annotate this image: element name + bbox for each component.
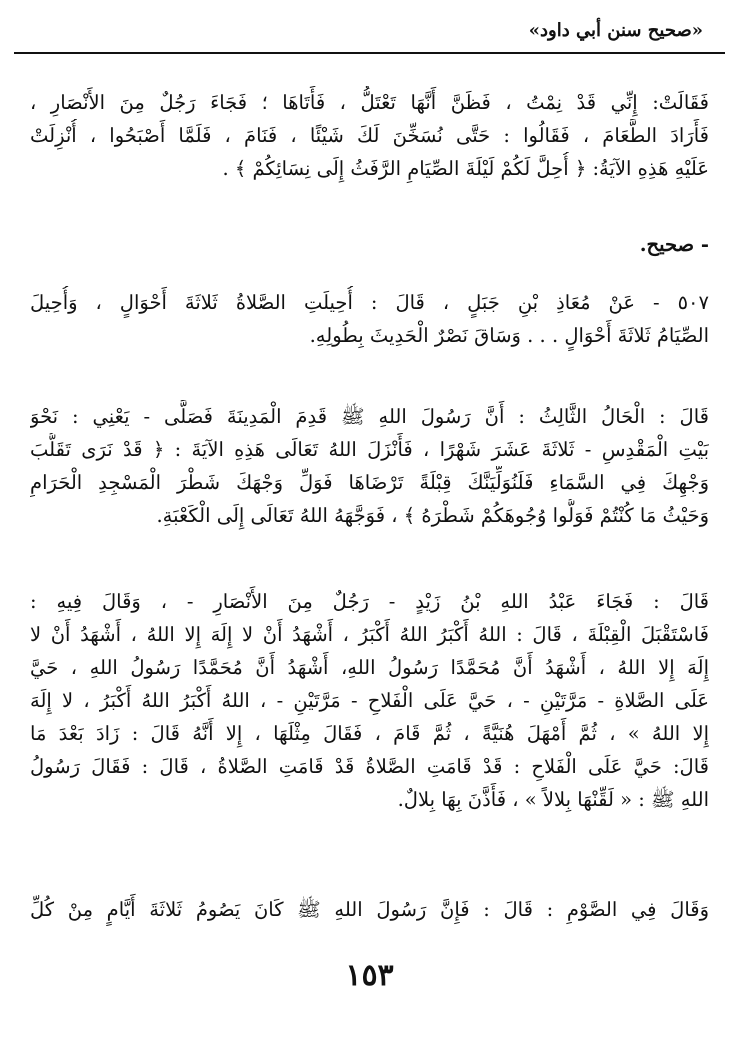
header-rule bbox=[14, 52, 725, 54]
text-line: إِلَهَ إِلا اللهُ ، أَشْهَدُ أَنَّ مُحَمَّدًا رَسُولُ اللهِ، أَشْهَدُ أَنَّ مُحَمَّدًا رَسُولُ اللهِ ، حَيَّ bbox=[30, 656, 709, 679]
text-line: فَأَرَادَ الطَّعَامَ ، فَقَالُوا : حَتَّى نُسَخِّنَ لَكَ شَيْئًا ، فَنَامَ ، فَلَمَّا أَصْبَحُوا ، أُنْزِلَتْ bbox=[30, 124, 709, 147]
grade-label bbox=[30, 228, 709, 261]
page-number: ١٥٣ bbox=[345, 958, 394, 993]
paragraph-1 bbox=[30, 86, 709, 185]
text-line: وَحَيْثُ مَا كُنْتُمْ فَوَلُّوا وُجُوهَكُمْ شَطْرَهُ ﴾ ، فَوَجَّهَهُ اللهُ تَعَالَى إِلَى الْكَعْبَةِ. bbox=[156, 504, 709, 527]
hadith-507 bbox=[30, 286, 709, 352]
text-line: اللهِ ﷺ : « لَقِّنْهَا بِلالاً » ، فَأَذَّنَ بِهَا بِلالٌ. bbox=[397, 788, 709, 811]
text-line: إِلا اللهُ » ، ثُمَّ أَمْهَلَ هُنَيَّةً ، ثُمَّ قَامَ ، فَقَالَ مِثْلَهَا ، إِلا أَنَّهُ قَالَ : زَادَ بَعْدَ مَا bbox=[30, 722, 709, 745]
paragraph-5 bbox=[30, 893, 709, 926]
text-line: وَجْهِكَ فِي السَّمَاءِ فَلَنُوَلِّيَنَّكَ قِبْلَةً تَرْضَاهَا فَوَلِّ وَجْهَكَ شَطْرَ الْمَسْجِدِ الْحَرَامِ bbox=[30, 471, 709, 494]
text-line: وَقَالَ فِي الصَّوْمِ : قَالَ : فَإِنَّ رَسُولَ اللهِ ﷺ كَانَ يَصُومُ ثَلاثَةَ أَيَّامٍ مِنْ كُلِّ bbox=[30, 898, 709, 921]
text-line: فَقَالَتْ: إِنِّي قَدْ نِمْتُ ، فَظَنَّ أَنَّهَا تَعْتَلُّ ، فَأَتَاهَا ؛ فَجَاءَ رَجُلٌ مِنَ الأَنْصَارِ ، bbox=[30, 91, 709, 114]
text-line: الصِّيَامُ ثَلاثَةَ أَحْوَالٍ . . . وَسَاقَ نَصْرٌ الْحَدِيثَ بِطُولِهِ. bbox=[309, 324, 709, 347]
grade-text: - صحيح. bbox=[639, 233, 709, 256]
text-line: بَيْتِ الْمَقْدِسِ - ثَلاثَةَ عَشَرَ شَهْرًا ، فَأَنْزَلَ اللهُ تَعَالَى هَذِهِ الآيَةَ : ﴿ قَدْ نَرَى تَقَلُّبَ bbox=[30, 438, 709, 461]
paragraph-4 bbox=[30, 585, 709, 816]
text-line: عَلَيْهِ هَذِهِ الآيَةُ: ﴿ أُحِلَّ لَكُمْ لَيْلَةَ الصِّيَامِ الرَّفَثُ إِلَى نِسَائِكُمْ ﴾ . bbox=[222, 157, 709, 180]
text-line: قَالَ : الْحَالُ الثَّالِثُ : أَنَّ رَسُولَ اللهِ ﷺ قَدِمَ الْمَدِينَةَ فَصَلَّى - يَعْنِي : نَحْوَ bbox=[30, 405, 709, 428]
text-line: فَاسْتَقْبَلَ الْقِبْلَةَ ، قَالَ : اللهُ أَكْبَرُ اللهُ أَكْبَرُ ، أَشْهَدُ أَنْ لا إِلَهَ إِلا اللهُ ، أَشْهَدُ أَنْ لا bbox=[30, 623, 709, 646]
paragraph-3 bbox=[30, 400, 709, 532]
text-line: قَالَ: حَيَّ عَلَى الْفَلاحِ : قَدْ قَامَتِ الصَّلاةُ قَدْ قَامَتِ الصَّلاةُ ، قَالَ : فَقَالَ رَسُولُ bbox=[30, 755, 709, 778]
text-line: قَالَ : فَجَاءَ عَبْدُ اللهِ بْنُ زَيْدٍ - رَجُلٌ مِنَ الأَنْصَارِ - ، وَقَالَ فِيهِ : bbox=[30, 590, 709, 613]
text-line: ٥٠٧ - عَنْ مُعَاذِ بْنِ جَبَلٍ ، قَالَ : أُحِيلَتِ الصَّلاةُ ثَلاثَةَ أَحْوَالٍ ، وَأُحِيلَ bbox=[30, 291, 709, 314]
running-header: «صحيح سنن أبي داود» bbox=[528, 20, 703, 41]
text-line: عَلَى الصَّلاةِ - مَرَّتَيْنِ - ، حَيَّ عَلَى الْفَلاحِ - مَرَّتَيْنِ - ، اللهُ أَكْبَرُ اللهُ أَكْبَرُ ، لا إِلَهَ bbox=[30, 689, 709, 712]
